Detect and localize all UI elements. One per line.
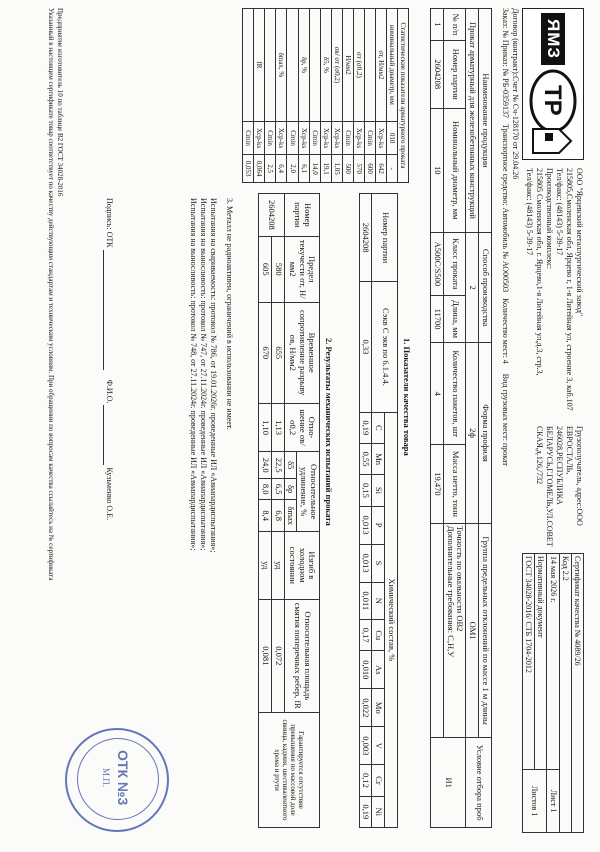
chem-element-header: C (372, 412, 385, 443)
stats-cell: 570 (353, 155, 364, 183)
profile-label: Форма профиля (479, 343, 492, 523)
stats-cell (265, 9, 276, 122)
stats-cell: δ5, % (320, 9, 331, 122)
tr-logo-icon (527, 67, 579, 155)
stats-table (242, 8, 409, 183)
stats-cell: δmax, % (276, 9, 287, 122)
stats-cell: Н/мм2 (342, 9, 353, 122)
stats-cell: Cmin (265, 121, 276, 155)
method: 2 (466, 233, 479, 343)
table-cell: 670 (259, 302, 272, 403)
cert-sheet: Лист 1 (547, 770, 559, 833)
stats-cell: Cmin (309, 121, 320, 155)
mech-tensile-label: Временное сопротивление разрыву σв, Н/мм2 (284, 302, 319, 403)
company-info (524, 168, 584, 418)
endurance-note: Испытания на выносливость: протокол № 748, от 27.11.2024г. проведенные ИЛ «Авиапардиспытания»; (189, 198, 198, 551)
consignee-block (534, 426, 584, 546)
chem-element-header: N (372, 582, 385, 620)
chem-value: 0,17 (359, 620, 372, 651)
weld-note: Испытания на свариваемость: протокол № 786, от 19.01.2026г. проведенные ИЛ «Авиапардиспытания»; (209, 198, 218, 553)
stats-cell: Хср-ks (254, 121, 265, 155)
table-cell: 8,4 (259, 500, 272, 532)
stats-cell: Хср-ks (276, 121, 287, 155)
mech-guarantee: Гарантируется отсутствие превышения по массовой доле свинца, кадмия, шестивалентного хрома и ртути (259, 713, 320, 828)
production-label: Производственный комплекс: (545, 168, 554, 270)
stats-title: Статистические показатели арматурного проката (397, 9, 408, 183)
stats-cell: 600 (364, 155, 375, 183)
extra-requirements: Дополнительные требования: С,Н,У (445, 525, 456, 658)
consignee-line: БЕЛАРУСЬ,Г.ГОМЕЛЬ,УЛ.СОВЕТ (545, 426, 554, 547)
limit: ОМ1 (466, 523, 479, 738)
mech-ratio-label: Отно- шение σв/ σ0,2 (284, 403, 319, 452)
footer (47, 8, 65, 828)
stats-cell: δр, % (298, 9, 309, 122)
chem-value: 0,010 (359, 651, 372, 689)
stats-row (364, 9, 375, 183)
stats-row (298, 9, 309, 183)
table-cell: 22,5 (271, 452, 284, 479)
order-block (500, 8, 520, 828)
cargo-type: Вид грузовых мест: прокат (501, 373, 510, 466)
table-cell: 2604208 (259, 194, 285, 237)
mech-dp: δр (284, 479, 297, 500)
stats-cell: 6,1 (298, 155, 309, 183)
table-cell: 0,072 (271, 599, 284, 712)
chem-value: 0,011 (359, 582, 372, 620)
stats-row (276, 9, 287, 183)
stats-cell: Cmin (342, 121, 353, 155)
stats-cell: 500 (342, 155, 353, 183)
transport: Транспортное средство: Автомобиль № (501, 124, 510, 259)
chem-element-header: P (372, 506, 385, 544)
footer-line: Предприятие изготовитель 10 по таблице В2 ГОСТ 34028-2016 (56, 8, 64, 197)
chem-value: 0,55 (359, 443, 372, 474)
stats-cell: 6,4 (276, 155, 287, 183)
chem-value: 0,19 (359, 796, 372, 827)
col-header: № п/п (443, 9, 466, 41)
col-header: Количество пакетов, шт (443, 343, 466, 445)
mech-party-label: Номер партии (284, 194, 319, 237)
stats-cell: 0,053 (243, 155, 254, 183)
mech-elong-label: Относительное удлинение, % (297, 452, 320, 532)
stats-row (254, 9, 265, 183)
production-address: 215805 Смоленская обл, г. Ярцево,1-я Литейная ул,д.3, стр.3, (535, 168, 544, 376)
stats-cell: Хср-ks (298, 121, 309, 155)
chem-value: 0,022 (359, 689, 372, 727)
norm-doc-label: Нормативный документ (535, 554, 547, 770)
table-cell: 6,8 (271, 500, 284, 532)
norm-doc: ГОСТ 34028-2016/ СТБ 1704-2012 (523, 554, 535, 770)
mech-title: 2. Результаты механических испытаний проката (324, 338, 334, 526)
stats-cell: номинальный диаметр, мм (386, 9, 397, 122)
stats-cell: - (386, 155, 397, 183)
stats-cell: Хср-ks (375, 121, 386, 155)
stats-cell: Хср-ks (353, 121, 364, 155)
stats-cell: 010 (386, 121, 397, 155)
otk-stamp (65, 728, 169, 832)
company-name: ООО "Ярцевский металлургический завод" (575, 168, 584, 317)
method-label: Способ производства (479, 233, 492, 343)
chem-value: 0,12 (359, 765, 372, 796)
fio-label: Ф.И.О. (105, 379, 114, 404)
cert-code: Код 2.2 (559, 554, 571, 833)
col-header: Номинальный диаметр, мм (443, 108, 466, 233)
table-cell: уд (271, 532, 284, 599)
chem-element-header: Cu (372, 620, 385, 651)
profile: 2ф (466, 343, 479, 523)
chem-element-header: As (372, 651, 385, 689)
stats-cell: σв/ σт (σ0,2) (331, 9, 342, 122)
mech-d5: δ5 (284, 452, 297, 479)
footer-line: Указанный в настоящем сертификате товар соответствует по качеству действующим стандартам и техническим условиям. При обращении по вопросам качества ссылайтесь на № сертификата (47, 8, 56, 581)
chem-value: 0,003 (359, 727, 372, 765)
table-cell: 655 (271, 302, 284, 403)
chem-party-label: Номер партии (372, 194, 398, 282)
sampling-label: Условие отбора проб (466, 738, 492, 828)
mech-area-label: Относительная площадь смятия поперечных ребер, fR (284, 599, 319, 712)
stats-cell: fR (254, 9, 265, 122)
stats-cell: Хср-ks (320, 121, 331, 155)
stats-row (265, 9, 276, 183)
chem-element-header: Cr (372, 765, 385, 796)
chem-value: 0,013 (359, 544, 372, 582)
stats-cell (309, 9, 320, 122)
table-cell: 4 (431, 343, 444, 445)
table-cell: 11700 (431, 295, 444, 343)
chem-title: 1. Показатели качества товара (402, 338, 412, 456)
stats-cell: Cmin (243, 121, 254, 155)
stats-row (386, 9, 397, 183)
radiation-note: 3. Металл не радиоактивен, ограничений в использовании не имеет. (225, 198, 234, 430)
cert-sheets: Листов 1 (523, 770, 547, 833)
table-cell: 1,13 (271, 403, 284, 452)
stamp-text: ОТК №3 (115, 750, 131, 806)
brand-mark: ЯМЗ (541, 13, 565, 65)
limit-label: Группа предельных отклонений по массе 1 м длины (479, 523, 492, 738)
table-cell: уд (259, 532, 272, 599)
stats-cell: 642 (375, 155, 386, 183)
chem-subtitle: Химический состав, % (385, 412, 398, 827)
transport-number: АО00503 (501, 260, 510, 293)
stats-row (287, 9, 298, 183)
chem-party: 2604208 (359, 194, 372, 282)
svg-text:TP: TP (539, 85, 566, 116)
contract: Договор (контракт):Счет № Сч-128170 от 29.04.26 (511, 8, 520, 180)
company-logo (522, 8, 584, 160)
consignee-line: СКАЯ,д.126,/732 (535, 426, 544, 485)
table-cell: 1 (431, 9, 444, 41)
stats-row (309, 9, 320, 183)
chem-value: 0,19 (359, 412, 372, 443)
stats-cell: Хср-ks (331, 121, 342, 155)
chem-element-header: Si (372, 475, 385, 506)
table-cell: 6,5 (271, 479, 284, 500)
production-phone: Тел/факс: (48143) 5-39-17 (525, 168, 534, 256)
stats-cell: σт, Н/мм2 (375, 9, 386, 122)
col-header: Класс проката (443, 233, 466, 296)
mech-bend-label: Изгиб в холодном состоянии (284, 532, 319, 599)
col-header: Номер партии (443, 41, 466, 108)
chem-element-header: Ni (372, 796, 385, 827)
stats-row (320, 9, 331, 183)
table-cell: 605 (259, 236, 272, 302)
stats-cell (364, 9, 375, 122)
signature-row (103, 198, 114, 738)
places: Количество мест: 4 (501, 298, 510, 364)
mech-dmax: δmax (284, 500, 297, 532)
company-phone: Тел/факс: (48143) 5-39-17 (555, 168, 564, 256)
chem-ce-label: Сэкв С экв по 6.1.4.4. (372, 282, 398, 412)
stats-row (375, 9, 386, 183)
product-name: Прокат арматурный для железобетонных конструкций (466, 9, 479, 233)
stats-cell: 14,0 (309, 155, 320, 183)
consignee-line: ЕВРОСТАЛЬ, (565, 426, 574, 475)
cert-date: 14 мая 2026 г. (547, 554, 559, 770)
certificate-header-table (522, 553, 584, 833)
table-cell: 1,10 (259, 403, 272, 452)
notes-block (188, 198, 234, 718)
product-table (430, 8, 492, 828)
table-cell: 580 (271, 236, 284, 302)
table-cell: 10 (431, 108, 444, 233)
endurance-note: Испытания на выносливость: протокол № 747, от 27.11.2024г. проведенные ИЛ «Авиапардиспытания»; (199, 198, 208, 551)
chem-element-header: V (372, 727, 385, 765)
stats-cell: σт (σ0,2) (353, 9, 364, 122)
chem-table (359, 193, 398, 828)
company-address: 215805,Смоленская обл, Ярцево г, 1-я Литейная ул, строение 3, каб.107 (565, 168, 574, 411)
product-name-label: Наименование продукции (479, 9, 492, 233)
mech-table (258, 193, 320, 828)
stats-row (342, 9, 353, 183)
table-cell: 2604208 (431, 41, 444, 108)
order-number: Заказ: № Приказ: № РБ-0359137 (501, 8, 510, 118)
stats-cell (243, 9, 254, 122)
stats-cell: 1,05 (331, 155, 342, 183)
stamp-sub: М.П. (101, 768, 111, 788)
sampling: И1 (431, 738, 466, 828)
chem-element-header: Mn (372, 443, 385, 474)
consignee-label: Грузополучатель, адрес:ООО (575, 426, 584, 526)
col-header: Масса нетто, тонн (443, 445, 466, 524)
stats-cell (287, 9, 298, 122)
stats-cell: 0,064 (254, 155, 265, 183)
chem-element-header: S (372, 544, 385, 582)
col-header: Длина, мм (443, 295, 466, 343)
chem-element-header: Mo (372, 689, 385, 727)
table-cell: 8,0 (259, 479, 272, 500)
chem-value: 0,15 (359, 475, 372, 506)
cert-title: Сертификат качества № 4089/26 (571, 554, 583, 833)
chem-value: 0,013 (359, 506, 372, 544)
mech-yield-label: Предел текучести σт, Н/мм2 (284, 236, 319, 302)
stats-row (331, 9, 342, 183)
table-cell: 0,081 (259, 599, 272, 712)
stats-cell: 2,5 (265, 155, 276, 183)
stats-cell: Cmin (364, 121, 375, 155)
consignee-line: 246028,РЕСПУБЛИКА (555, 426, 564, 505)
stats-cell: Cmin (287, 121, 298, 155)
accuracy: Точность по овальности ОВ2 (455, 525, 466, 632)
stats-row (243, 9, 254, 183)
stats-cell: 2,0 (287, 155, 298, 183)
certificate-sheet (36, 8, 584, 838)
chem-ce: 0,33 (359, 282, 372, 412)
table-cell: 24,0 (259, 452, 272, 479)
table-cell: 19,470 (431, 445, 444, 524)
signature-label: Подпись: ОТК (105, 198, 114, 248)
table-cell: А500С/S500 (431, 233, 444, 296)
stats-row (353, 9, 364, 183)
fio: Кузьменко О.Е. (105, 467, 114, 521)
stats-cell: 19,1 (320, 155, 331, 183)
